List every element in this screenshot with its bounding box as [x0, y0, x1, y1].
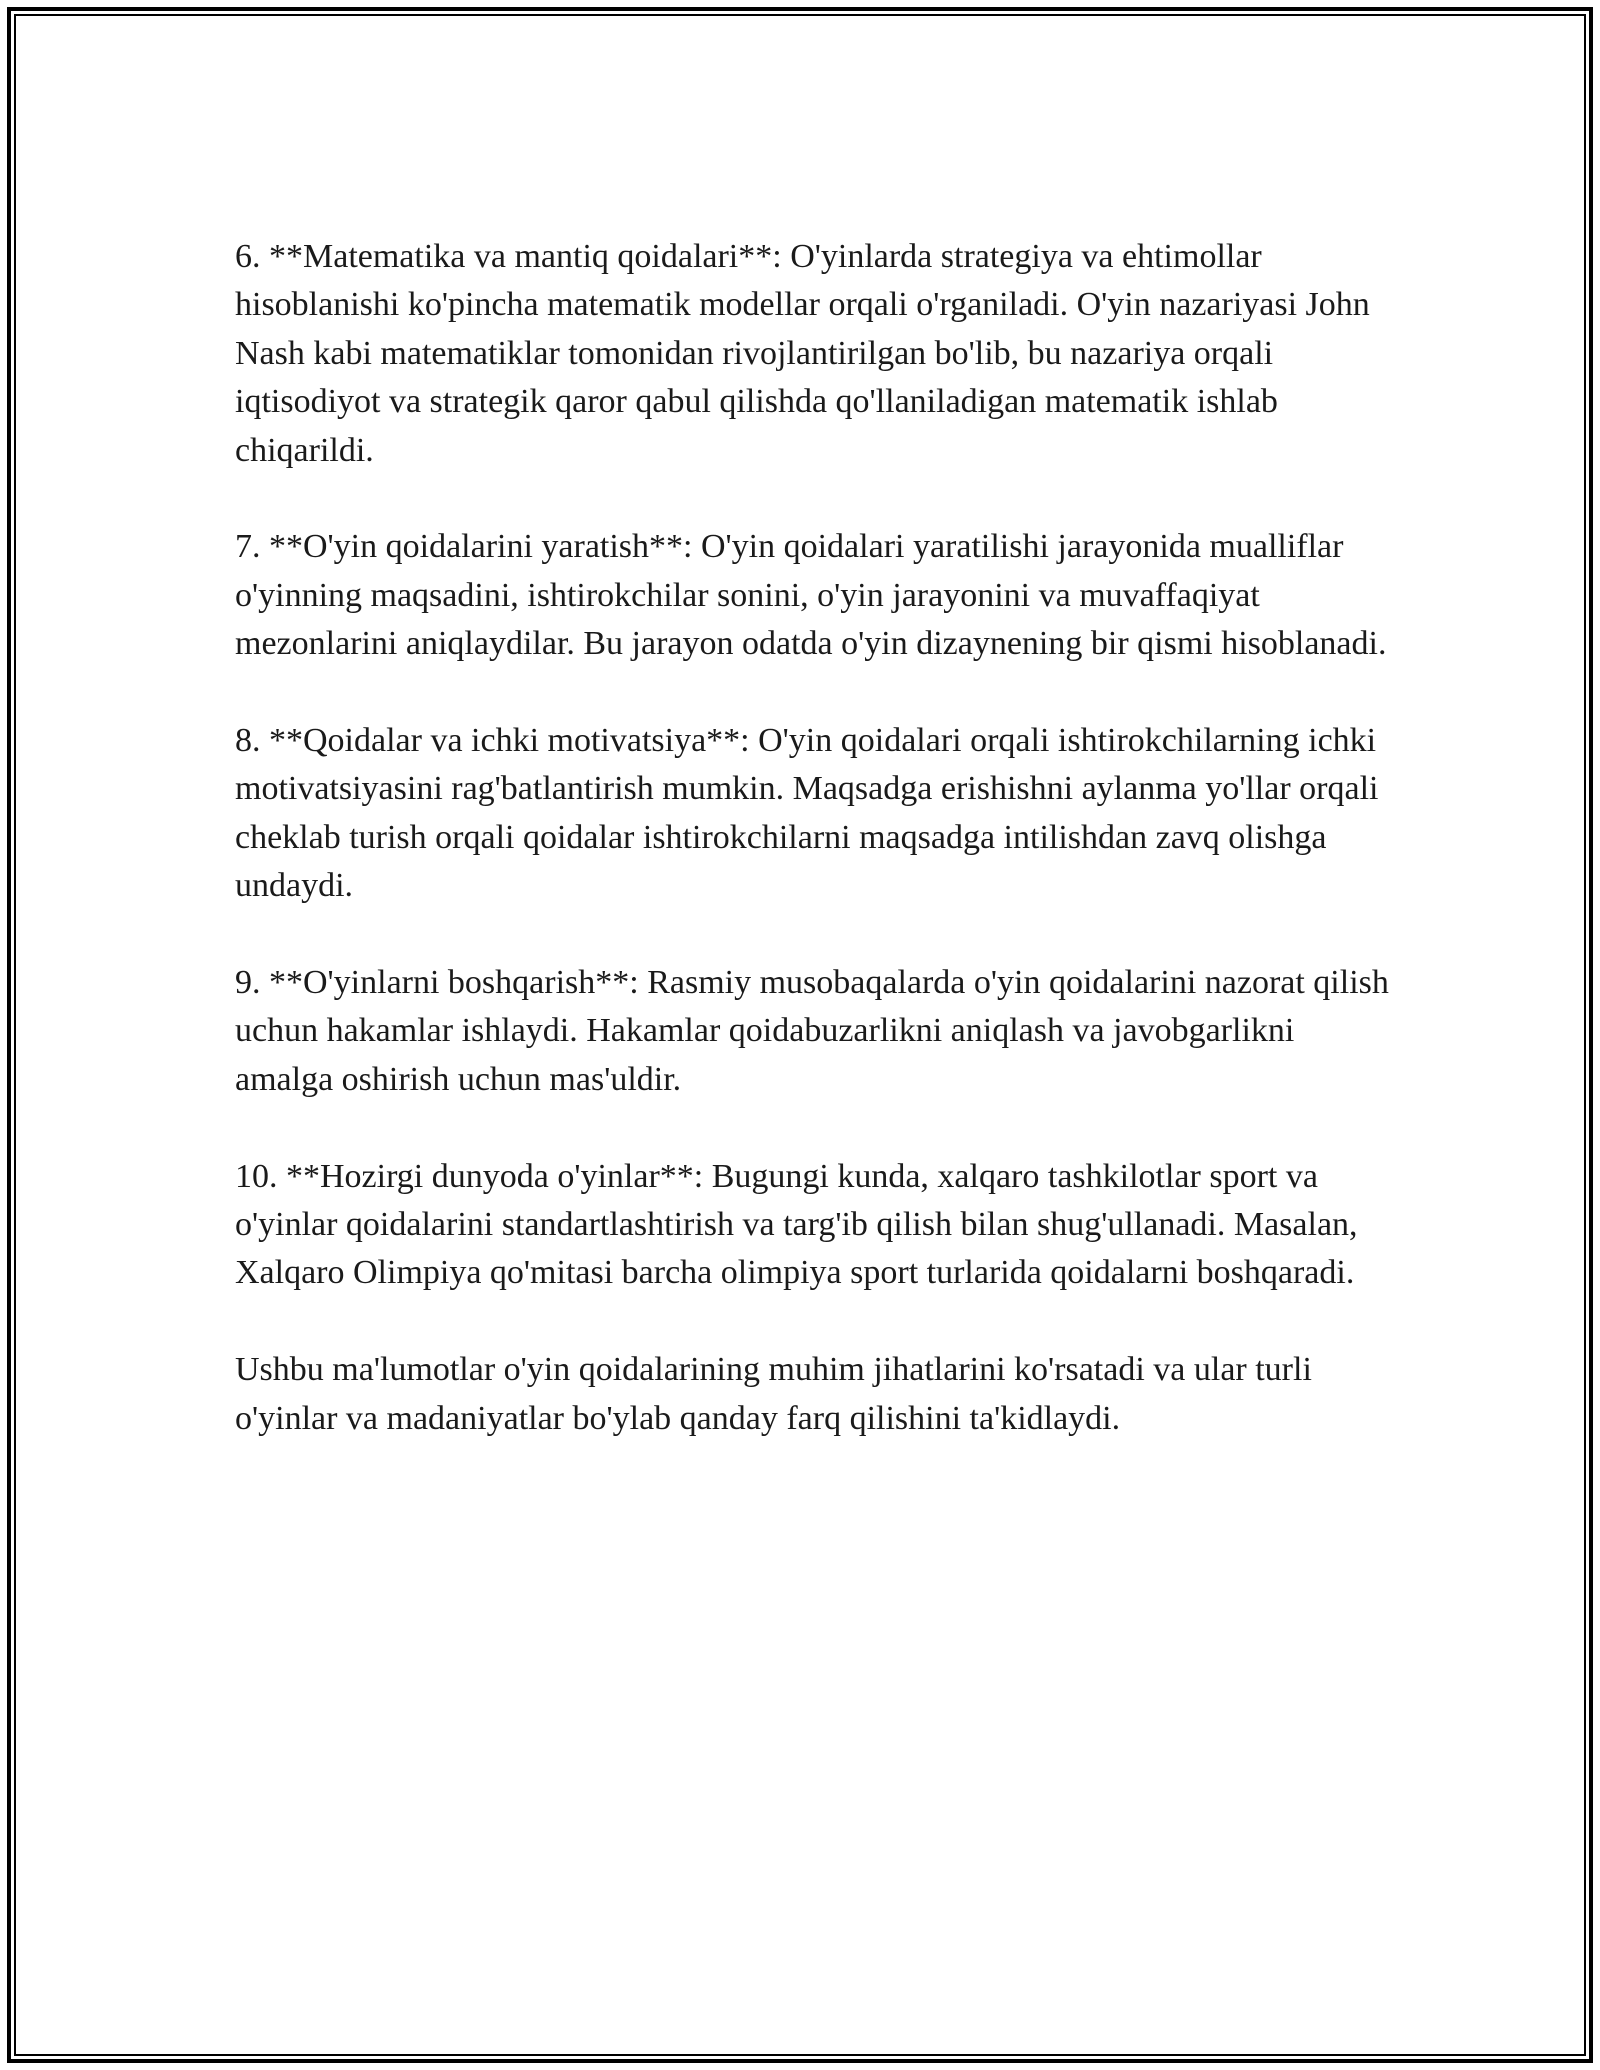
paragraph-item-8: 8. **Qoidalar va ichki motivatsiya**: O'yin qoidalari orqali ishtirokchilarning ichki motivatsiyasini rag'batlantirish mumkin. Maqsadga erishishni aylanma yo'llar orqali cheklab turish orqali qoidalar ishtirokchilarni maqsadga intilishdan zavq olishga undaydi.: [235, 722, 1379, 905]
paragraph-item-6: 6. **Matematika va mantiq qoidalari**: O'yinlarda strategiya va ehtimollar hisoblanishi ko'pincha matematik modellar orqali o'rganiladi. O'yin nazariyasi John Nash kabi matematiklar tomonidan rivojlantirilgan bo'lib, bu nazariya orqali iqtisodiyot va strategik qaror qabul qilishda qo'llaniladigan matematik ishlab chiqarildi.: [235, 238, 1370, 469]
paragraph-item-9: 9. **O'yinlarni boshqarish**: Rasmiy musobaqalarda o'yin qoidalarini nazorat qilish uchun hakamlar ishlaydi. Hakamlar qoidabuzarlikni aniqlash va javobgarlikni amalga oshirish uchun mas'uldir.: [235, 964, 1389, 1098]
document-body: [235, 233, 1395, 1491]
paragraph-item-10: 10. **Hozirgi dunyoda o'yinlar**: Bugungi kunda, xalqaro tashkilotlar sport va o'yinlar qoidalarini standartlashtirish va targ'ib qilish bilan shug'ullanadi. Masalan, Xalqaro Olimpiya qo'mitasi barcha olimpiya sport turlarida qoidalarni boshqaradi.: [235, 1157, 1358, 1292]
closing-paragraph: Ushbu ma'lumotlar o'yin qoidalarining muhim jihatlarini ko'rsatadi va ular turli o'yinlar va madaniyatlar bo'ylab qanday farq qilishini ta'kidlaydi.: [235, 1351, 1312, 1437]
paragraph-item-7: 7. **O'yin qoidalarini yaratish**: O'yin qoidalari yaratilishi jarayonida mualliflar o'yinning maqsadini, ishtirokchilar sonini, o'yin jarayonini va muvaffaqiyat mezonlarini aniqlaydilar. Bu jarayon odatda o'yin dizaynening bir qismi hisoblanadi.: [235, 528, 1387, 663]
